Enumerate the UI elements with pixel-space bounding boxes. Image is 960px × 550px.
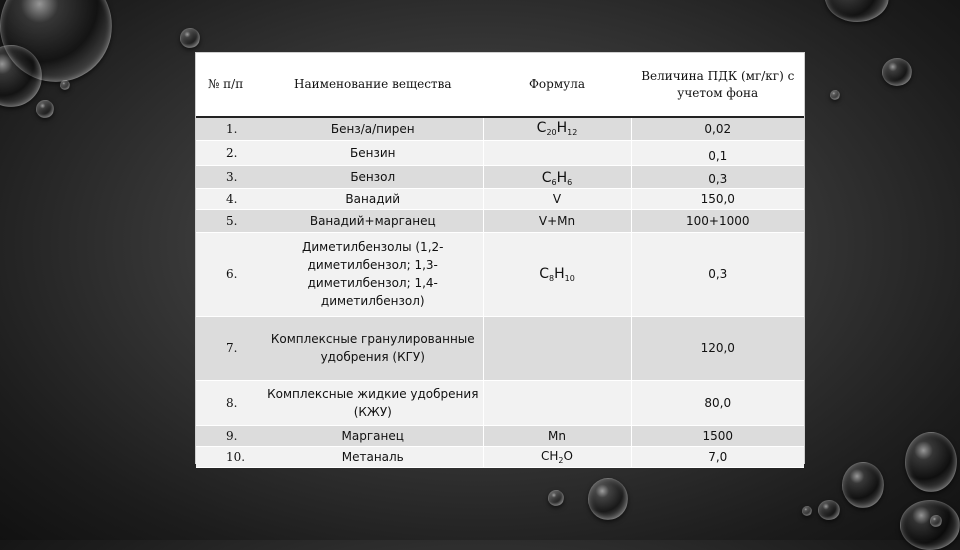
formula-symbol: O <box>563 448 573 463</box>
water-drop <box>818 500 840 520</box>
formula-symbol: H <box>556 120 568 137</box>
row-num: 2. <box>196 140 263 165</box>
formula-subscript: 2 <box>558 455 564 465</box>
formula-symbol: C <box>541 170 552 186</box>
water-drop <box>825 0 889 22</box>
water-drop <box>60 80 70 90</box>
row-formula <box>483 446 631 467</box>
formula-subscript: 8 <box>548 273 555 283</box>
row-substance: Ванадий <box>263 188 483 209</box>
row-substance: Марганец <box>263 425 483 446</box>
row-num: 4. <box>196 188 263 209</box>
table-row <box>196 446 804 467</box>
water-drop <box>900 500 960 550</box>
water-drop <box>180 28 200 48</box>
water-drop <box>930 515 942 527</box>
formula-subscript: 6 <box>551 178 557 187</box>
row-substance: Комплексные жидкие удобрения (КЖУ) <box>263 380 483 425</box>
header-num: № п/п <box>196 53 263 117</box>
table-row <box>196 380 804 425</box>
row-formula: V <box>483 188 631 209</box>
formula-symbol: H <box>556 170 568 186</box>
row-num: 6. <box>196 232 263 316</box>
formula-subscript: 6 <box>567 178 573 187</box>
row-mpc-value: 0,1 <box>631 140 804 165</box>
formula-symbol: C <box>536 120 547 137</box>
water-drop <box>830 90 840 100</box>
table-row <box>196 316 804 380</box>
row-substance: Ванадий+марганец <box>263 209 483 232</box>
header-name: Наименование вещества <box>263 53 483 117</box>
row-mpc-value: 150,0 <box>631 188 804 209</box>
row-mpc-value: 100+1000 <box>631 209 804 232</box>
header-formula: Формула <box>483 53 631 117</box>
row-substance: Диметилбензолы (1,2-диметилбензол; 1,3-диметилбензол; 1,4-диметилбензол) <box>263 232 483 316</box>
row-mpc-value: 0,3 <box>631 165 804 188</box>
row-num: 7. <box>196 316 263 380</box>
row-mpc-value: 80,0 <box>631 380 804 425</box>
row-num: 9. <box>196 425 263 446</box>
water-drop <box>905 432 957 492</box>
table-row <box>196 188 804 209</box>
row-formula: Mn <box>483 425 631 446</box>
row-mpc-value: 0,02 <box>631 117 804 140</box>
row-formula <box>483 316 631 380</box>
row-formula: V+Mn <box>483 209 631 232</box>
formula-symbol: H <box>554 265 565 282</box>
water-drop <box>548 490 564 506</box>
row-formula <box>483 165 631 188</box>
row-substance: Комплексные гранулированные удобрения (КГУ) <box>263 316 483 380</box>
formula-subscript: 12 <box>567 128 578 138</box>
mpc-table <box>196 53 804 468</box>
water-drop <box>36 100 54 118</box>
water-drop <box>588 478 628 520</box>
water-drop <box>882 58 912 86</box>
table-row <box>196 232 804 316</box>
table-header-row <box>196 53 804 117</box>
mpc-table-frame <box>195 52 805 464</box>
table-row <box>196 425 804 446</box>
row-mpc-value: 120,0 <box>631 316 804 380</box>
row-mpc-value: 7,0 <box>631 446 804 467</box>
table-row <box>196 209 804 232</box>
row-formula <box>483 380 631 425</box>
formula-symbol: CH <box>541 448 559 463</box>
row-substance: Бензин <box>263 140 483 165</box>
table-row <box>196 165 804 188</box>
formula-symbol: C <box>539 265 549 282</box>
row-substance: Бензол <box>263 165 483 188</box>
row-formula <box>483 117 631 140</box>
formula-subscript: 20 <box>546 128 557 138</box>
row-num: 3. <box>196 165 263 188</box>
header-value: Величина ПДК (мг/кг) с учетом фона <box>631 53 804 117</box>
formula-subscript: 10 <box>564 273 575 283</box>
row-num: 8. <box>196 380 263 425</box>
row-mpc-value: 1500 <box>631 425 804 446</box>
row-mpc-value: 0,3 <box>631 232 804 316</box>
water-drop <box>802 506 812 516</box>
row-substance: Бенз/а/пирен <box>263 117 483 140</box>
row-formula <box>483 232 631 316</box>
row-num: 1. <box>196 117 263 140</box>
row-num: 10. <box>196 446 263 467</box>
table-row <box>196 117 804 140</box>
row-num: 5. <box>196 209 263 232</box>
water-drop <box>842 462 884 508</box>
row-substance: Метаналь <box>263 446 483 467</box>
row-formula <box>483 140 631 165</box>
table-row <box>196 140 804 165</box>
